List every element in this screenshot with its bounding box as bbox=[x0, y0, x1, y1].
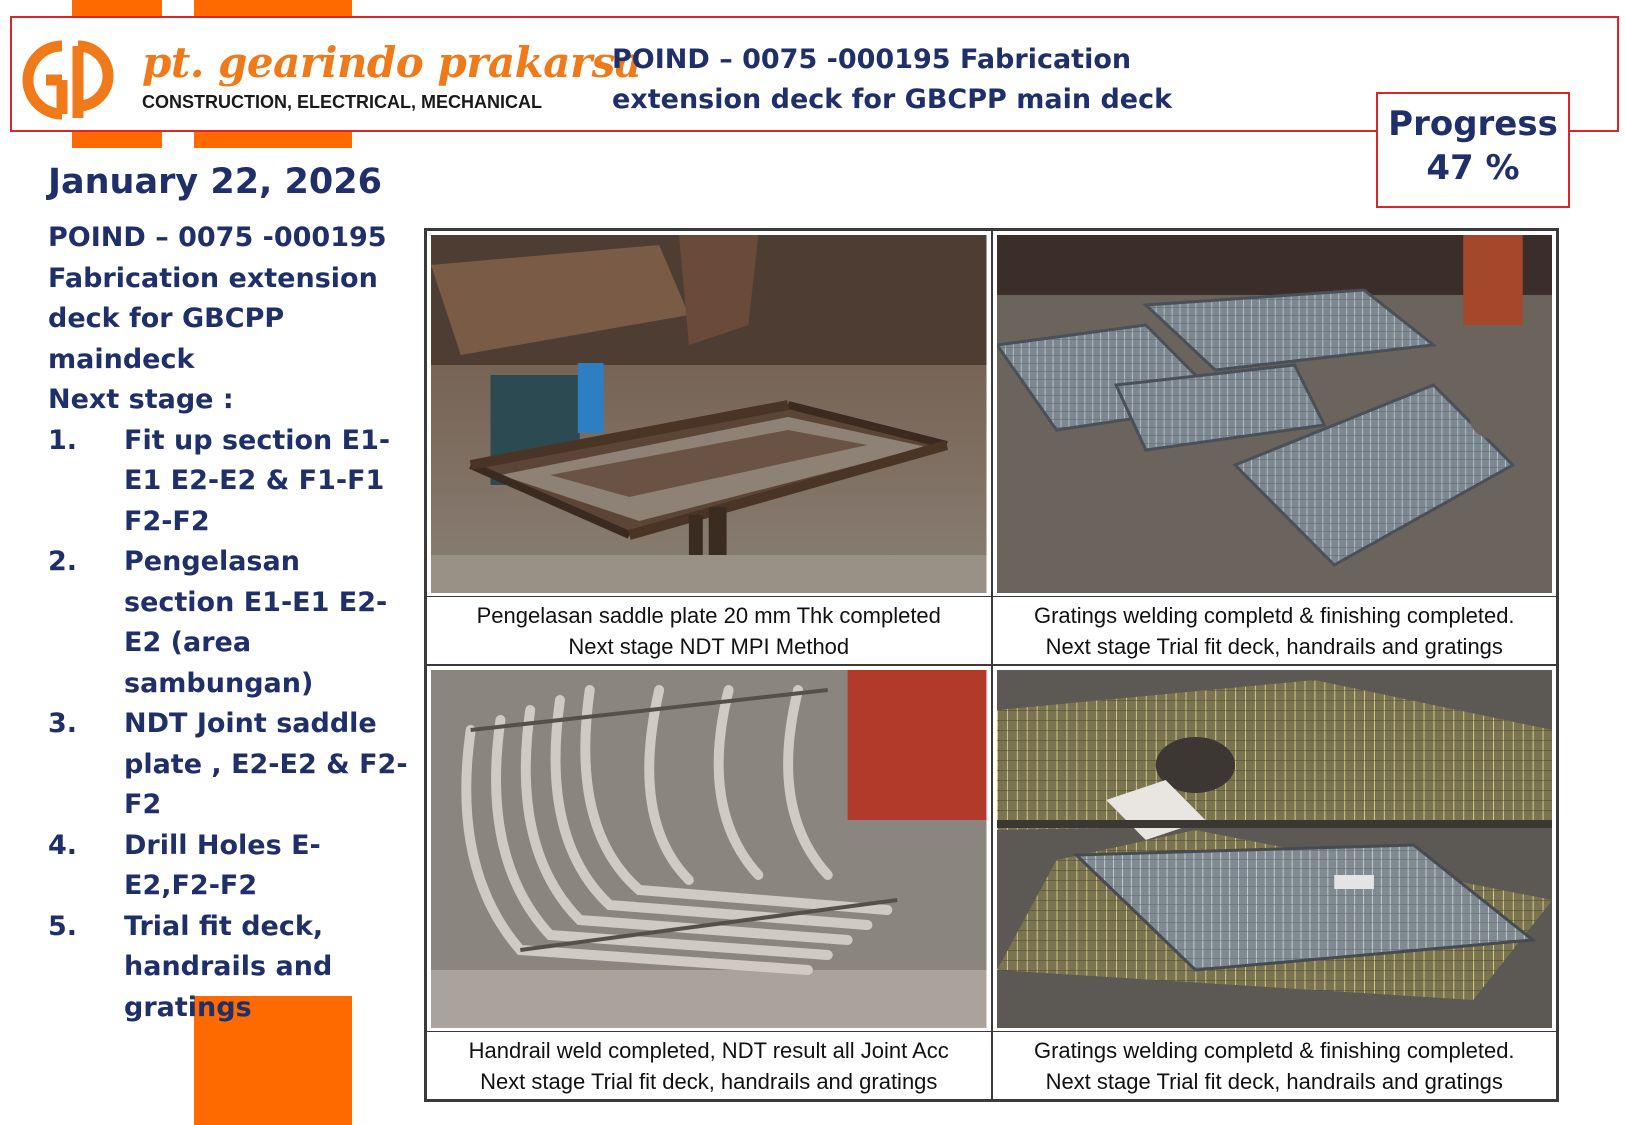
list-item-text: Pengelasan section E1-E1 E2-E2 (area sambungan) bbox=[124, 546, 388, 699]
photo-caption bbox=[427, 596, 991, 664]
caption-line: Next stage Trial fit deck, handrails and gratings bbox=[480, 1069, 938, 1094]
list-item bbox=[48, 704, 408, 826]
company-tagline: CONSTRUCTION, ELECTRICAL, MECHANICAL bbox=[142, 92, 542, 112]
next-stage-heading: Next stage : bbox=[48, 384, 234, 415]
list-item-text: Fit up section E1-E1 E2-E2 & F1-F1 F2-F2 bbox=[124, 424, 391, 537]
page-title bbox=[612, 40, 1252, 120]
report-code: POIND – 0075 -000195 bbox=[48, 222, 387, 253]
list-item-number: 1. bbox=[48, 424, 78, 456]
caption-line: Next stage Trial fit deck, handrails and gratings bbox=[1045, 634, 1503, 659]
next-stage-list bbox=[48, 421, 408, 1029]
list-item-text: Trial fit deck, handrails and gratings bbox=[124, 910, 333, 1023]
photo-cell-saddle-plate bbox=[426, 230, 992, 665]
list-item-text: Drill Holes E-E2,F2-F2 bbox=[124, 829, 321, 901]
progress-value: 47 % bbox=[1426, 148, 1520, 188]
caption-line: Gratings welding completd & finishing completed. bbox=[1033, 1038, 1515, 1063]
list-item-number: 5. bbox=[48, 910, 78, 942]
caption-line: Next stage Trial fit deck, handrails and gratings bbox=[1045, 1069, 1503, 1094]
photo-gratings bbox=[997, 235, 1553, 593]
list-item bbox=[48, 826, 408, 907]
report-summary bbox=[48, 218, 408, 1028]
caption-line: Next stage NDT MPI Method bbox=[568, 634, 850, 659]
progress-badge bbox=[1376, 92, 1570, 208]
list-item bbox=[48, 421, 408, 543]
photo-caption bbox=[993, 596, 1557, 664]
list-item-number: 3. bbox=[48, 708, 78, 739]
list-item bbox=[48, 542, 408, 704]
photo-handrails bbox=[431, 670, 987, 1028]
list-item bbox=[48, 907, 408, 1029]
photo-cell-gratings bbox=[992, 230, 1558, 665]
caption-line: Gratings welding completd & finishing completed. bbox=[1033, 603, 1515, 628]
photo-cell-gratings-finished bbox=[992, 665, 1558, 1100]
caption-line: Pengelasan saddle plate 20 mm Thk completed bbox=[476, 603, 941, 628]
caption-line: Handrail weld completed, NDT result all Joint Acc bbox=[468, 1038, 949, 1063]
report-description: Fabrication extension deck for GBCPP maindeck bbox=[48, 262, 378, 375]
photo-caption bbox=[427, 1031, 991, 1099]
photo-caption bbox=[993, 1031, 1557, 1099]
photo-grid bbox=[424, 228, 1559, 1102]
photo-cell-handrails bbox=[426, 665, 992, 1100]
title-code: POIND – 0075 -000195 bbox=[612, 44, 951, 75]
title-text: Fabrication extension deck for GBCPP main deck bbox=[612, 44, 1173, 115]
list-item-number: 4. bbox=[48, 829, 78, 861]
photo-steel-frame bbox=[431, 235, 987, 593]
list-item-text: NDT Joint saddle plate , E2-E2 & F2-F2 bbox=[124, 708, 408, 820]
company-logo-icon bbox=[22, 40, 122, 120]
progress-label: Progress bbox=[1388, 104, 1558, 144]
list-item-number: 2. bbox=[48, 546, 78, 577]
report-date: January 22, 2026 bbox=[48, 162, 382, 202]
photo-gratings-finished bbox=[997, 670, 1553, 1028]
company-name: pt. gearindo prakarsa bbox=[142, 38, 642, 87]
